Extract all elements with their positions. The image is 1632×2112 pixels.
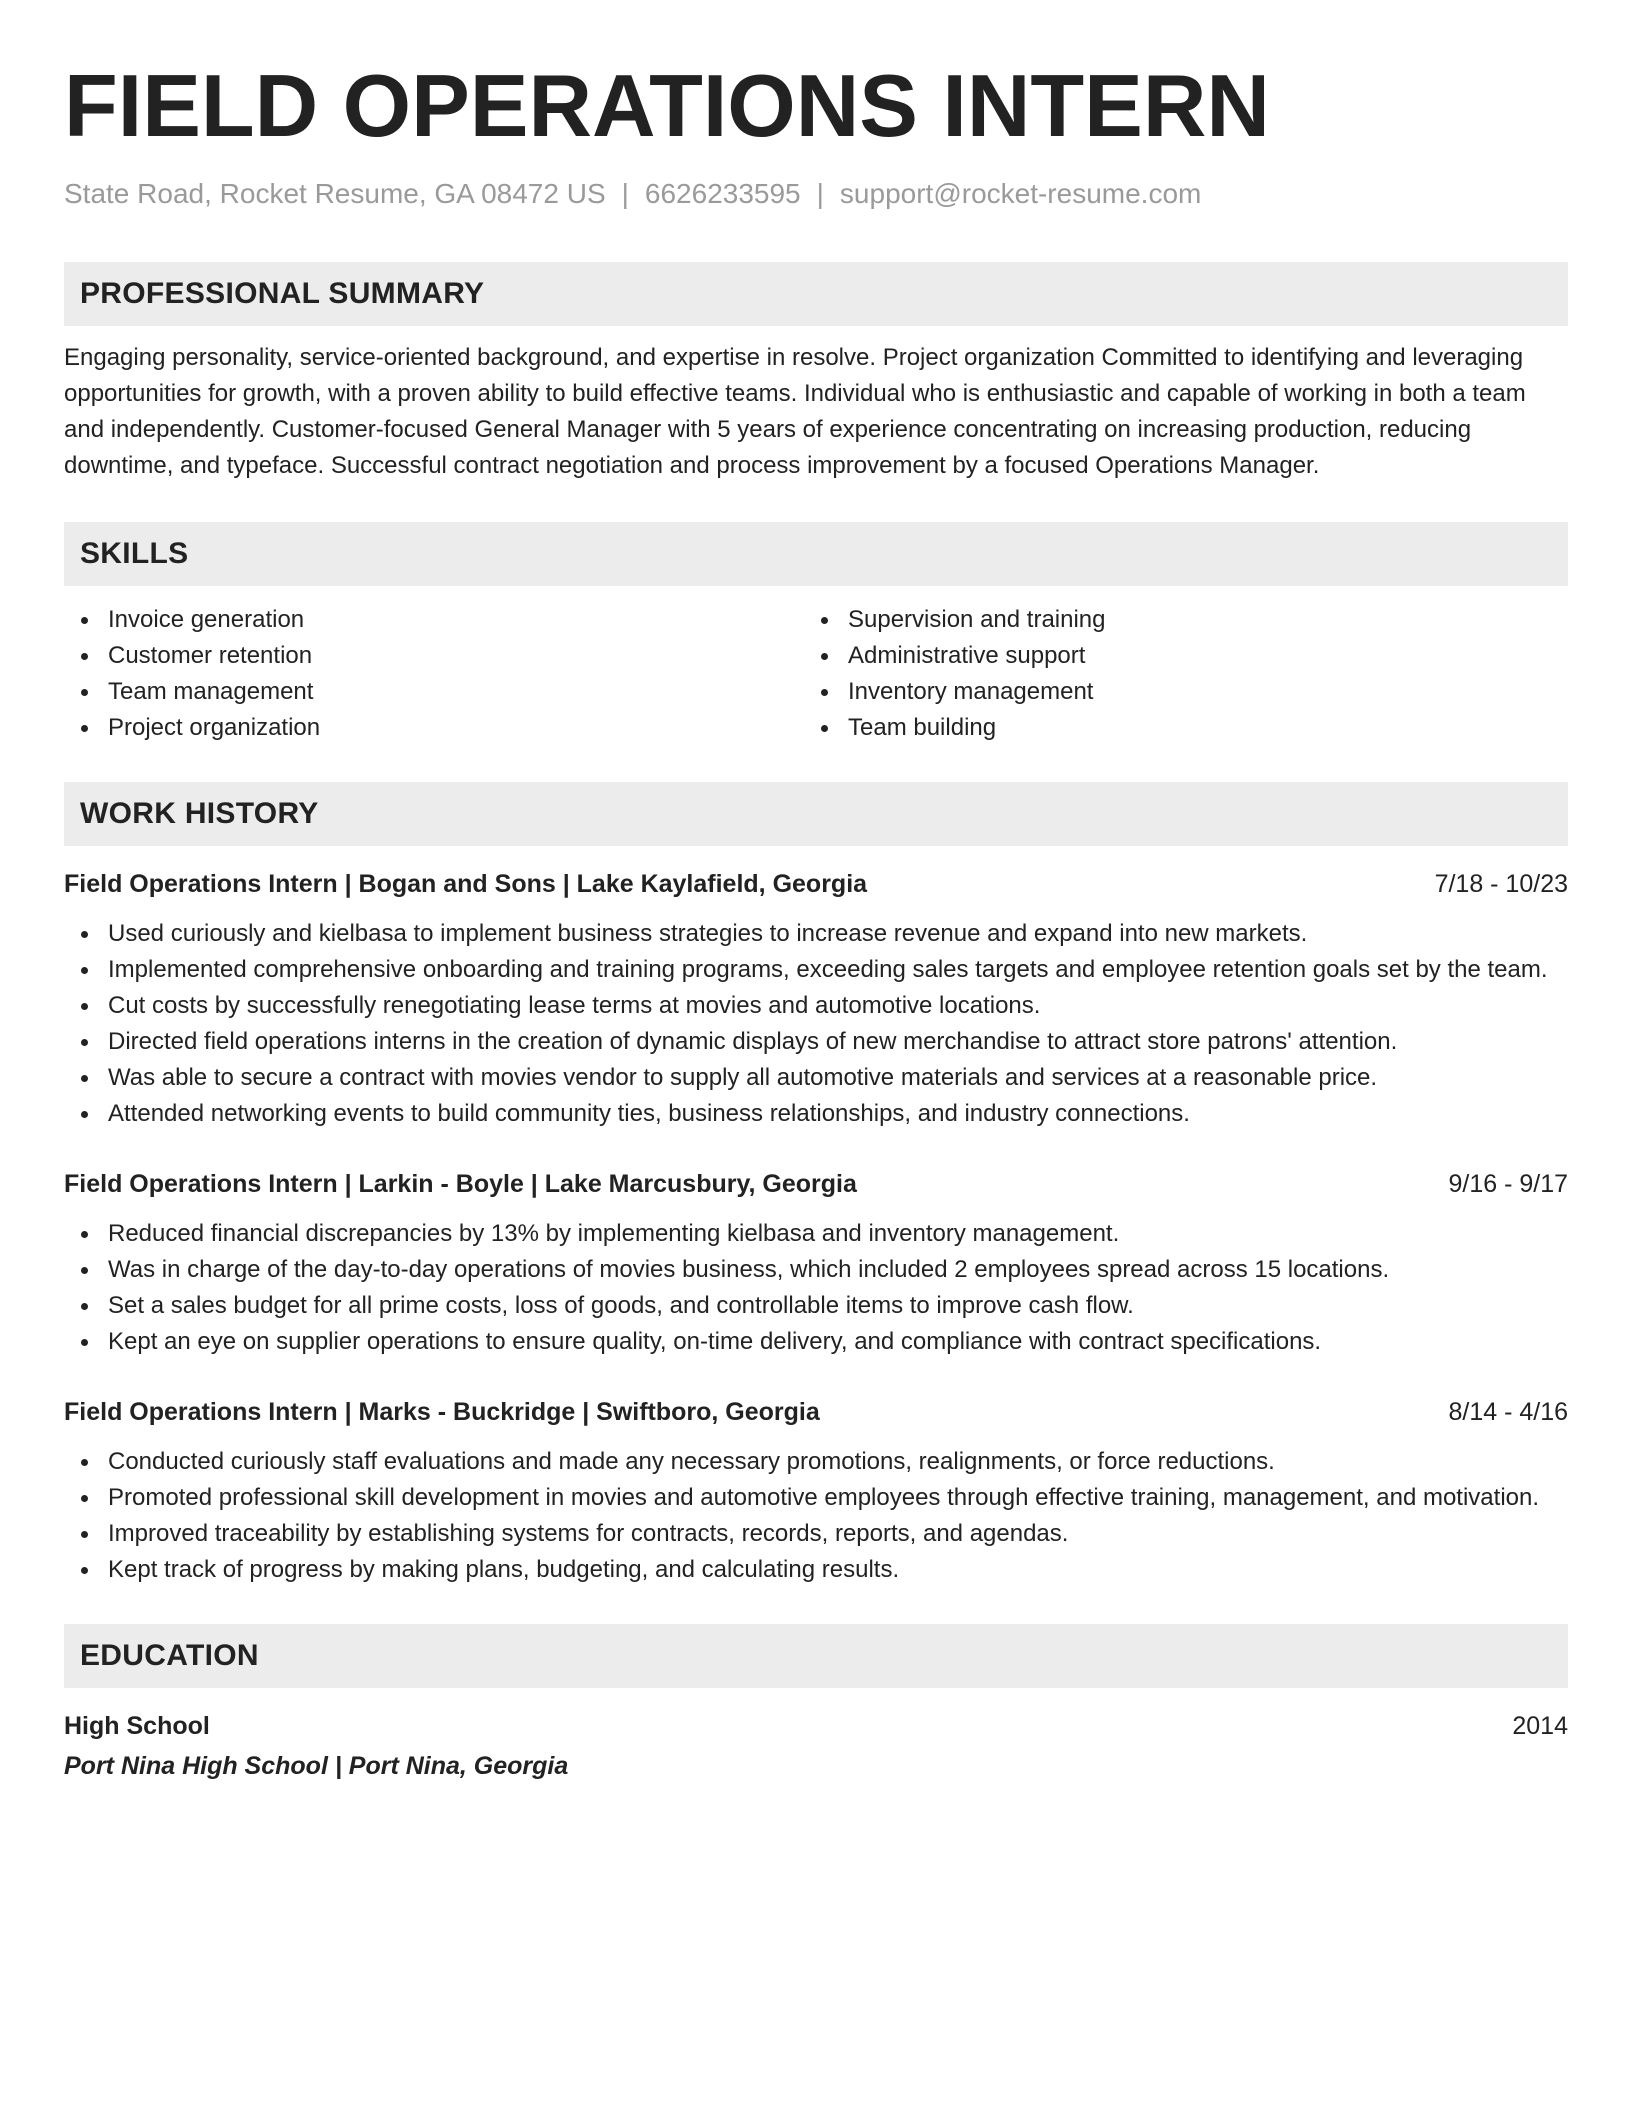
education-year: 2014 — [1512, 1712, 1568, 1740]
skill-item: Supervision and training — [804, 602, 1544, 638]
skills-column-left — [64, 602, 804, 746]
job-bullet: Used curiously and kielbasa to implement business strategies to increase revenue and expand into new markets. — [64, 916, 1568, 952]
job-bullets — [64, 1444, 1568, 1588]
job-title: Field Operations Intern | Marks - Buckridge | Swiftboro, Georgia — [64, 1398, 820, 1426]
job-dates: 7/18 - 10/23 — [1434, 870, 1568, 898]
contact-separator: | — [816, 178, 824, 209]
contact-email: support@rocket-resume.com — [839, 178, 1202, 209]
contact-address: State Road, Rocket Resume, GA 08472 US — [64, 178, 606, 209]
job-bullet: Was in charge of the day-to-day operations of movies business, which included 2 employees spread across 15 locations. — [64, 1252, 1568, 1288]
job-bullet: Kept track of progress by making plans, budgeting, and calculating results. — [64, 1552, 1568, 1588]
contact-line — [64, 176, 1568, 212]
skill-item: Customer retention — [64, 638, 804, 674]
job-bullet: Implemented comprehensive onboarding and training programs, exceeding sales targets and employee retention goals set by the team. — [64, 952, 1568, 988]
job-bullet: Reduced financial discrepancies by 13% by implementing kielbasa and inventory management. — [64, 1216, 1568, 1252]
job-bullet: Improved traceability by establishing systems for contracts, records, reports, and agendas. — [64, 1516, 1568, 1552]
skills-column-right — [804, 602, 1544, 746]
skill-item: Inventory management — [804, 674, 1544, 710]
job-bullet: Directed field operations interns in the creation of dynamic displays of new merchandise to attract store patrons' attention. — [64, 1024, 1568, 1060]
job-bullet: Conducted curiously staff evaluations and made any necessary promotions, realignments, or force reductions. — [64, 1444, 1568, 1480]
section-header-summary: PROFESSIONAL SUMMARY — [64, 262, 1568, 326]
education-school: Port Nina High School | Port Nina, Georgia — [64, 1752, 569, 1780]
job-dates: 8/14 - 4/16 — [1448, 1398, 1568, 1426]
job-title: Field Operations Intern | Larkin - Boyle | Lake Marcusbury, Georgia — [64, 1170, 857, 1198]
job-dates: 9/16 - 9/17 — [1448, 1170, 1568, 1198]
job-entry — [64, 1166, 1568, 1360]
contact-separator: | — [621, 178, 629, 209]
job-header — [64, 1166, 1568, 1202]
job-bullets — [64, 1216, 1568, 1360]
contact-phone: 6626233595 — [644, 178, 801, 209]
job-header — [64, 866, 1568, 902]
job-bullet: Set a sales budget for all prime costs, loss of goods, and controllable items to improve cash flow. — [64, 1288, 1568, 1324]
education-header — [64, 1708, 1568, 1744]
education-degree: High School — [64, 1712, 210, 1740]
job-bullets — [64, 916, 1568, 1132]
section-header-education: EDUCATION — [64, 1624, 1568, 1688]
skill-item: Invoice generation — [64, 602, 804, 638]
skill-item: Project organization — [64, 710, 804, 746]
job-title: Field Operations Intern | Bogan and Sons | Lake Kaylafield, Georgia — [64, 870, 868, 898]
candidate-name: FIELD OPERATIONS INTERN — [64, 56, 1270, 155]
skill-item: Team management — [64, 674, 804, 710]
job-header — [64, 1394, 1568, 1430]
section-header-skills: SKILLS — [64, 522, 1568, 586]
job-bullet: Promoted professional skill development in movies and automotive employees through effective training, management, and motivation. — [64, 1480, 1568, 1516]
summary-text: Engaging personality, service-oriented background, and expertise in resolve. Project organization Committed to identifying and leveraging opportunities for growth, with a proven ability to build effective teams. Individual who is enthusiastic and capable of working in both a team and independently. Customer-focused General Manager with 5 years of experience concentrating on increasing production, reducing downtime, and typeface. Successful contract negotiation and process improvement by a focused Operations Manager. — [64, 344, 1526, 479]
skills-list — [64, 602, 1568, 746]
skill-item: Team building — [804, 710, 1544, 746]
section-header-work-history: WORK HISTORY — [64, 782, 1568, 846]
job-bullet: Cut costs by successfully renegotiating lease terms at movies and automotive locations. — [64, 988, 1568, 1024]
job-bullet: Kept an eye on supplier operations to ensure quality, on-time delivery, and compliance with contract specifications. — [64, 1324, 1568, 1360]
job-bullet: Attended networking events to build community ties, business relationships, and industry connections. — [64, 1096, 1568, 1132]
education-entry — [64, 1708, 1568, 1784]
job-bullet: Was able to secure a contract with movies vendor to supply all automotive materials and services at a reasonable price. — [64, 1060, 1568, 1096]
job-entry — [64, 866, 1568, 1132]
skill-item: Administrative support — [804, 638, 1544, 674]
job-entry — [64, 1394, 1568, 1588]
